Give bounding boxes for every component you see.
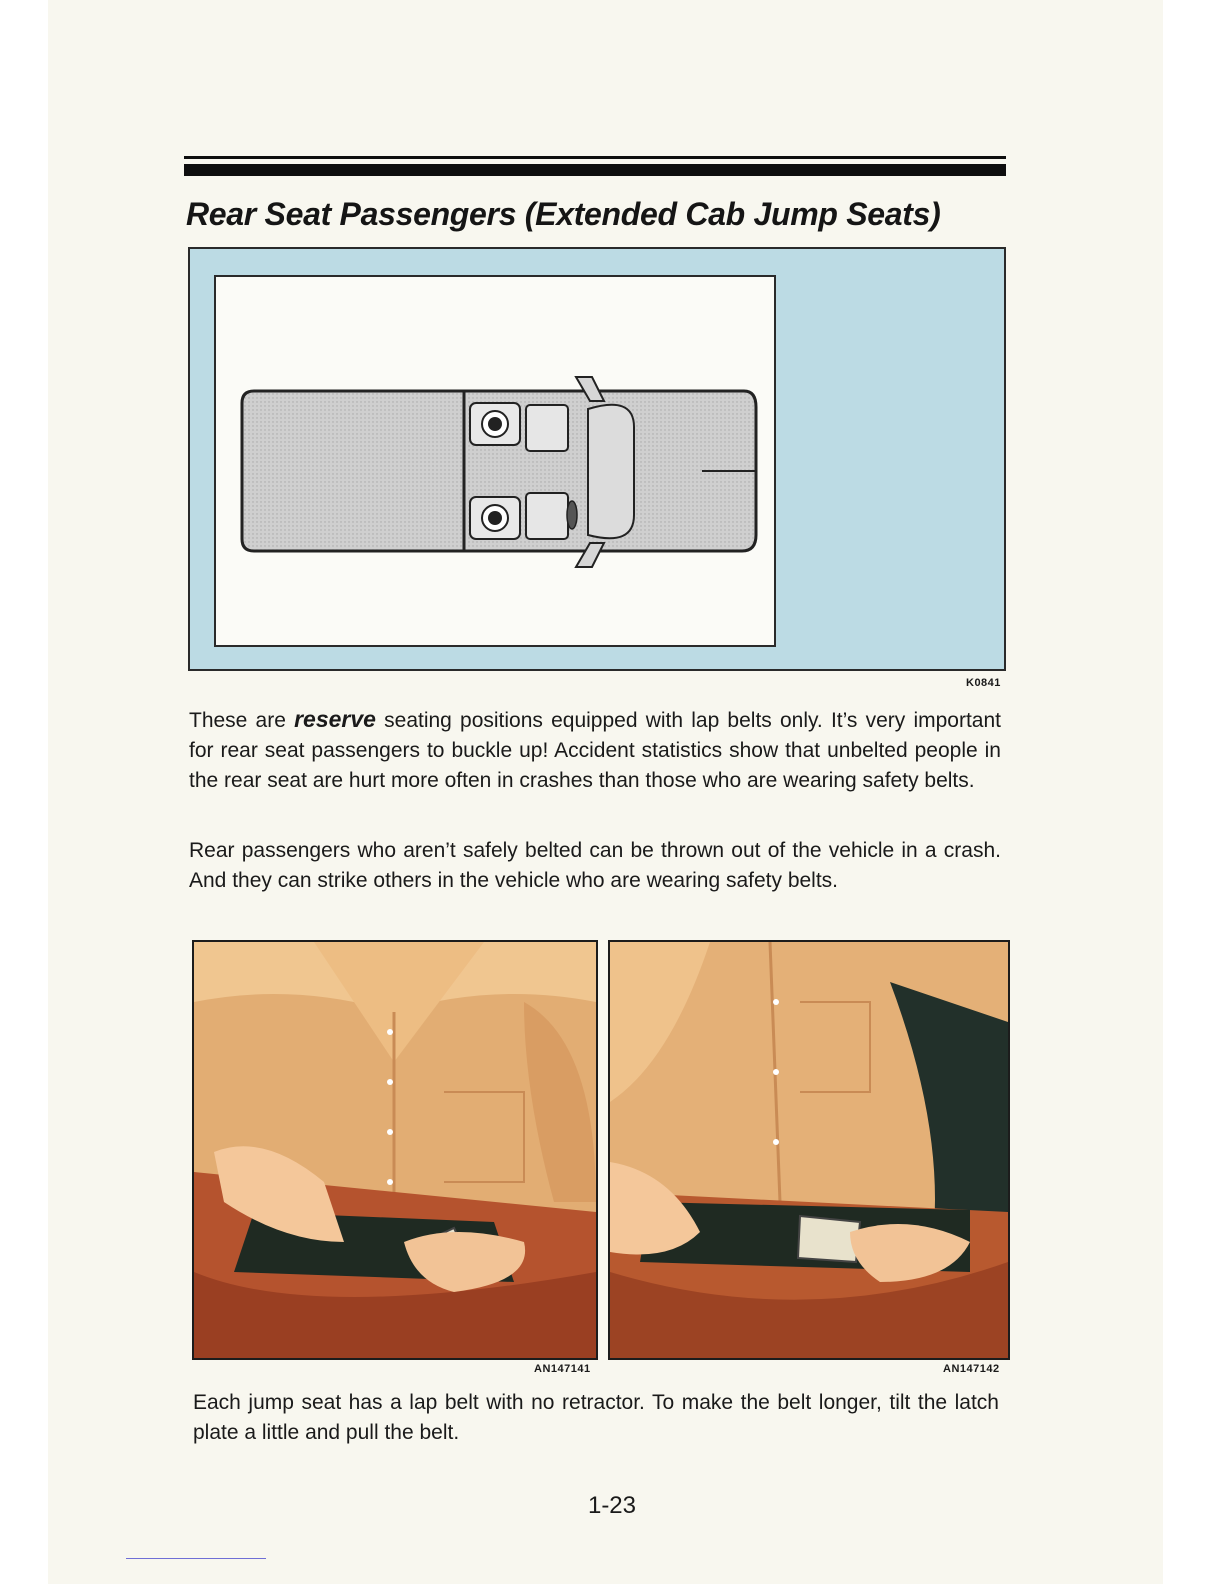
lap-belt-photo-left xyxy=(192,940,598,1360)
paragraph-reserve-seating xyxy=(189,704,1001,796)
lap-belt-illustration-right xyxy=(610,942,1008,1358)
seating-diagram-panel xyxy=(214,275,776,647)
paragraph-unbelted-risk: Rear passengers who aren’t safely belted can be thrown out of the vehicle in a crash. And they can strike others in the vehicle who are wearing safety belts. xyxy=(189,839,1001,892)
lap-belt-photo-right xyxy=(608,940,1010,1360)
section-title: Rear Seat Passengers (Extended Cab Jump Seats) xyxy=(186,196,941,232)
page-number: 1-23 xyxy=(587,1492,637,1519)
paragraph-text-start: These are xyxy=(189,709,286,732)
figure-code-photo-left: AN147141 xyxy=(534,1363,591,1375)
header-rule-thick xyxy=(184,164,1006,176)
figure-code-photo-right: AN147142 xyxy=(943,1363,1000,1375)
lap-belt-illustration-left xyxy=(194,942,596,1358)
paragraph-text-rest: seating positions equipped with lap belts only. It’s very important for rear seat passengers to buckle up! Accident statistics show that unbelted people in the rear seat are hurt more often in crashes than those who are wearing safety belts. xyxy=(189,709,1001,792)
header-rule-thin xyxy=(184,156,1006,159)
footer-link-underline[interactable] xyxy=(126,1558,266,1559)
truck-top-view-illustration xyxy=(216,277,774,645)
paragraph-jump-seat-belt: Each jump seat has a lap belt with no retractor. To make the belt longer, tilt the latch plate a little and pull the belt. xyxy=(193,1391,999,1444)
seating-diagram-figure xyxy=(188,247,1006,671)
figure-code-diagram: K0841 xyxy=(966,677,1001,689)
emphasis-reserve: reserve xyxy=(294,706,376,732)
